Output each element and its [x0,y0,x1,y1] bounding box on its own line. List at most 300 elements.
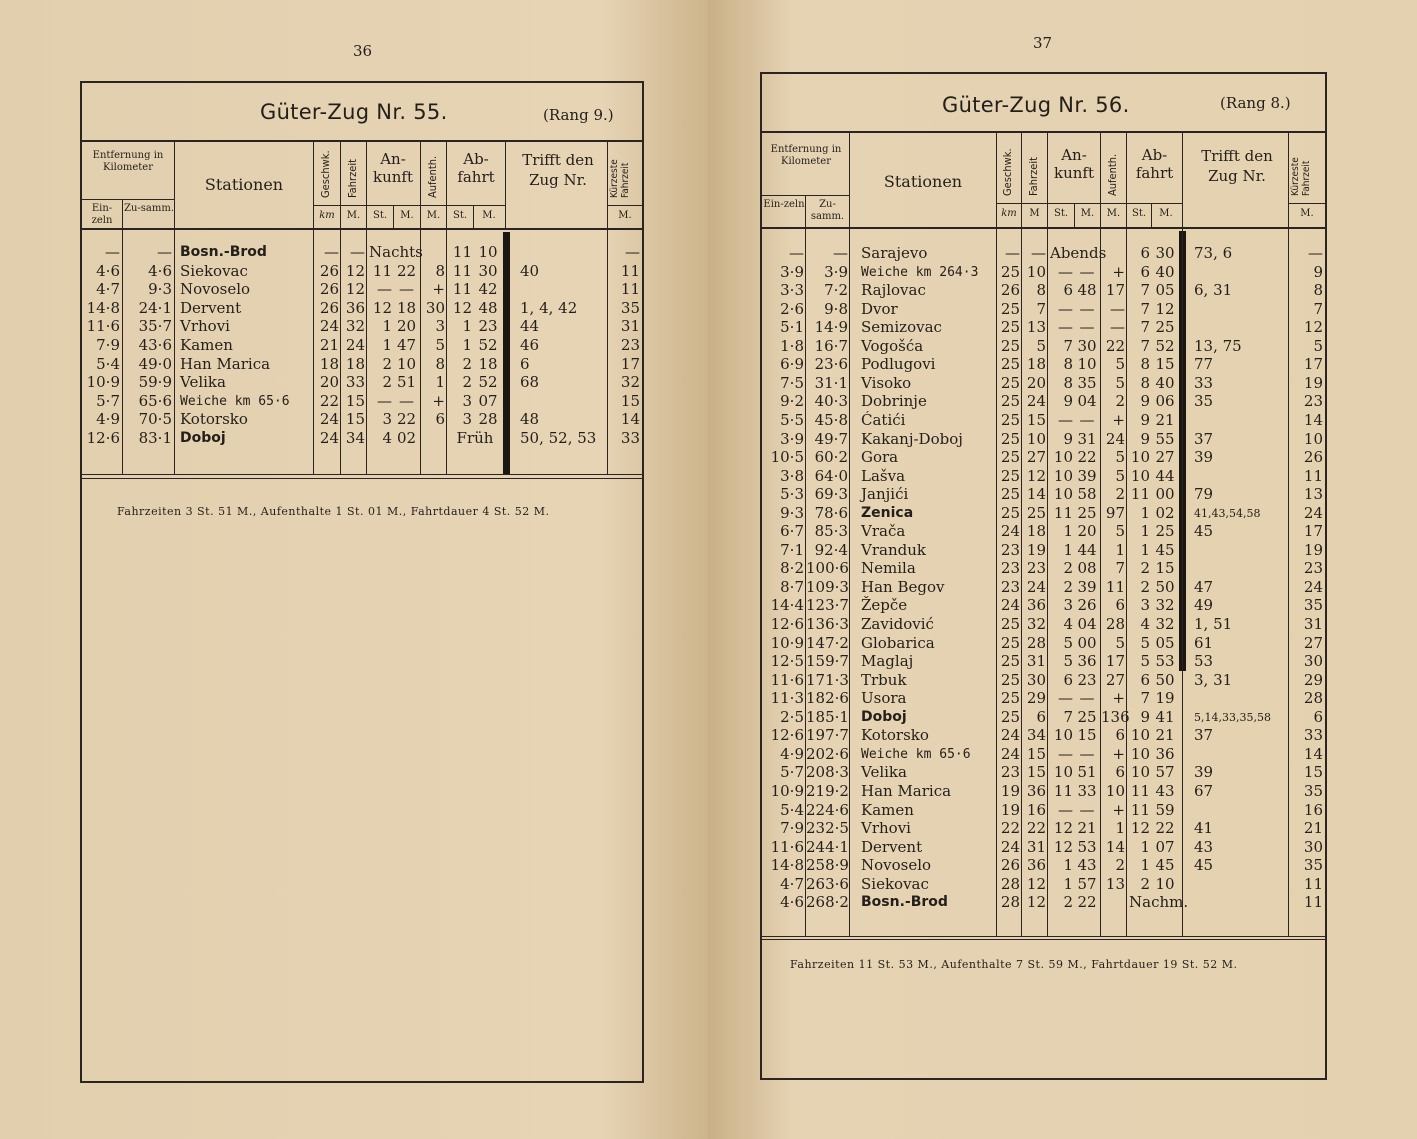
rule [762,939,1325,940]
cell-fahrzeit: 18 [1026,355,1046,374]
cell-abfahrt-m: 25 [1155,522,1175,541]
header-kuerzeste: Kürzeste Fahrzeit [1290,157,1312,196]
cell-zusammen: 23·6 [814,355,848,374]
table-row [0,299,708,318]
cell-abfahrt-m: 25 [1155,318,1175,337]
unit-m: M. [1300,208,1314,219]
cell-zusammen: 109·3 [806,577,849,596]
cell-abfahrt-m: 32 [1155,615,1175,633]
cell-einzeln: 11·6 [770,837,804,856]
cell-aufenthalt: 7 [1115,559,1125,578]
cell-trifft: 33 [1194,373,1214,392]
cell-geschwk: 25 [1000,485,1020,504]
cell-aufenthalt: 5 [1115,373,1125,392]
table-row [708,801,1417,820]
cell-geschwk: 23 [1000,559,1020,578]
cell-kuerzeste: 11 [1303,874,1323,893]
cell-ankunft-st: 1 [1063,522,1073,541]
unit-m: M. [482,210,496,221]
cell-abfahrt-m: 07 [478,391,498,410]
cell-fahrzeit: 29 [1026,689,1046,708]
header-abfahrt: Ab-fahrt [457,150,495,186]
cell-kuerzeste: 27 [1303,633,1323,652]
cell-ankunft-st: 2 [382,373,392,392]
cell-station: Weiche km 65·6 [180,393,290,409]
cell-station: Velika [861,763,907,782]
page-number: 36 [353,42,373,60]
table-row [708,281,1417,300]
cell-ankunft-m: 20 [1077,522,1097,541]
cell-aufenthalt: 8 [435,261,445,280]
cell-aufenthalt: 14 [1105,837,1125,856]
cell-geschwk: 18 [319,354,339,373]
table-row [708,541,1417,560]
cell-aufenthalt: + [1112,689,1125,708]
cell-einzeln: 5·3 [780,485,804,504]
unit-m: M. [1106,208,1121,219]
cell-ankunft-m: 48 [1077,281,1097,300]
rule [82,140,642,142]
cell-ankunft-st: — [1058,800,1073,819]
cell-trifft: 49 [1194,596,1214,615]
cell-kuerzeste: 23 [1303,392,1323,411]
cell-geschwk: 25 [1000,670,1020,689]
cell-zusammen: 7·2 [824,281,848,300]
cell-geschwk: 25 [1000,466,1020,485]
cell-aufenthalt: — [1110,318,1125,337]
rule [762,131,1325,133]
cell-trifft: 1, 51 [1194,615,1233,633]
cell-einzeln: 8·2 [780,559,804,578]
cell-ankunft-st: 1 [1063,540,1073,559]
rule [313,205,505,206]
cell-zusammen: 69·3 [814,485,848,504]
cell-kuerzeste: 9 [1313,262,1323,281]
cell-fahrzeit: 12 [345,280,365,299]
cell-trifft: 13, 75 [1194,336,1242,355]
cell-abfahrt-m: 57 [1155,763,1175,782]
cell-kuerzeste: 16 [1303,800,1323,819]
cell-ankunft-m: — [1079,410,1095,429]
cell-ankunft-m: 04 [1077,392,1097,411]
cell-aufenthalt: 30 [425,298,445,317]
header-zusammen: Zu-samm. [810,199,845,222]
cell-ankunft-st: 10 [1053,448,1073,467]
cell-abfahrt-st: 2 [462,354,472,373]
cell-einzeln: 14·4 [770,596,804,615]
cell-einzeln: 4·7 [96,280,120,299]
cell-fahrzeit: 18 [1026,522,1046,541]
header-einzeln: Ein-zeln [763,199,805,210]
table-row [708,430,1417,449]
cell-station: Kakanj-Doboj [861,429,963,448]
cell-abfahrt-st: 9 [1140,429,1150,448]
cell-einzeln: 3·9 [780,429,804,448]
cell-station: Han Begov [861,577,945,596]
cell-station: Dvor [861,299,898,318]
cell-abfahrt-st: 7 [1140,299,1150,318]
cell-zusammen: 208·3 [806,763,849,782]
cell-zusammen: 35·7 [138,317,172,336]
cell-fahrzeit: 31 [1026,837,1046,856]
cell-abfahrt-m: 18 [478,354,498,373]
cell-fahrzeit: 12 [345,261,365,280]
cell-abfahrt-m: 42 [478,280,498,299]
cell-station: Weiche km 65·6 [861,746,971,762]
cell-trifft: 6, 31 [1194,281,1233,300]
header-abfahrt: Ab-fahrt [1135,146,1174,182]
cell-ankunft-m: — [399,280,414,299]
cell-kuerzeste: 14 [1303,410,1323,429]
cell-ankunft-st: — [1058,744,1073,763]
cell-zusammen: 64·0 [814,466,848,485]
cell-trifft: 61 [1194,633,1214,652]
cell-aufenthalt: 17 [1105,652,1125,671]
table-row [708,615,1417,634]
cell-ankunft-m: 25 [1077,503,1097,522]
cell-abfahrt-m: 44 [1155,466,1175,485]
cell-zusammen: 43·6 [138,336,172,354]
cell-trifft: 6 [520,354,530,373]
cell-fahrzeit: 10 [1026,429,1046,448]
unit-m: M. [1080,208,1095,219]
unit-m: M. [1159,208,1173,219]
cell-aufenthalt: 13 [1105,874,1125,893]
train-title: Güter-Zug Nr. 55. [260,100,448,124]
cell-trifft: 1, 4, 42 [520,298,578,317]
header-aufenth: Aufenth. [426,155,439,198]
table-row [708,244,1417,263]
cell-station: Žepče [861,596,908,615]
cell-kuerzeste: 19 [1303,373,1323,392]
cell-geschwk: 25 [1000,336,1020,355]
cell-aufenthalt: 6 [1115,726,1125,745]
cell-aufenthalt: + [1112,410,1125,429]
cell-station: Nemila [861,559,916,578]
rule [82,474,642,475]
cell-geschwk: 24 [1000,596,1020,615]
cell-einzeln: 9·3 [780,503,804,522]
cell-kuerzeste: 28 [1303,689,1323,708]
page-number: 37 [1033,34,1053,52]
cell-abfahrt-m: 15 [1155,355,1175,374]
cell-abfahrt-st: 2 [462,373,472,392]
cell-kuerzeste: 8 [1313,281,1323,300]
cell-ankunft-m: 31 [1077,429,1097,448]
cell-aufenthalt: 24 [1105,429,1125,448]
cell-einzeln: 14·8 [770,856,804,875]
cell-ankunft-m: 53 [1077,837,1097,856]
cell-station: Kamen [861,800,914,819]
cell-abfahrt-st: 5 [1140,633,1150,652]
cell-trifft: 5,14,33,35,58 [1194,710,1271,724]
cell-fahrzeit: 16 [1026,800,1046,819]
cell-aufenthalt: 27 [1105,670,1125,689]
cell-zusammen: 83·1 [138,429,172,447]
cell-ankunft-m: — [1079,744,1095,763]
cell-abfahrt-st: 11 [1130,800,1150,819]
cell-fahrzeit: 24 [345,336,365,354]
cell-abfahrt-m: 32 [1155,596,1175,615]
cell-geschwk: 25 [1000,410,1020,429]
cell-abfahrt-st: 11 [452,243,472,261]
cell-fahrzeit: 23 [1026,559,1046,578]
cell-kuerzeste: 17 [620,354,640,373]
cell-fahrzeit: 10 [1026,262,1046,281]
cell-zusammen: 136·3 [806,615,849,633]
cell-abfahrt-st: 10 [1130,466,1150,485]
cell-geschwk: 26 [319,280,339,299]
cell-kuerzeste: 33 [620,429,640,447]
cell-einzeln: 5·7 [96,391,120,410]
cell-abfahrt-st: Nachm. [1129,893,1189,912]
right-page [708,0,1417,1139]
cell-einzeln: 12·5 [770,652,804,671]
cell-station: Podlugovi [861,355,936,374]
cell-zusammen: 78·6 [814,503,848,522]
cell-kuerzeste: 14 [1303,744,1323,763]
cell-ankunft-m: 30 [1077,336,1097,355]
cell-fahrzeit: 31 [1026,652,1046,671]
timetable-frame [80,81,644,1083]
cell-ankunft-st: 2 [382,354,392,373]
cell-kuerzeste: 12 [1303,318,1323,337]
cell-zusammen: 14·9 [814,318,848,337]
cell-abfahrt-m: 23 [478,317,498,336]
header-entfernung: Entfernung in Kilometer [92,150,164,173]
cell-ankunft-m: 22 [396,410,417,429]
cell-ankunft-m: 51 [396,373,417,392]
cell-abfahrt-st: 6 [1140,244,1150,262]
cell-fahrzeit: 15 [1026,410,1046,429]
cell-abfahrt-m: 40 [1155,373,1175,392]
table-row [708,504,1417,523]
cell-ankunft-m: 18 [396,298,417,317]
table-row [708,337,1417,356]
cell-ankunft-st: Nachts [369,243,423,261]
cell-einzeln: 3·9 [780,262,804,281]
cell-aufenthalt: 8 [435,354,445,373]
cell-einzeln: 5·7 [780,763,804,782]
cell-abfahrt-st: 7 [1140,336,1150,355]
cell-abfahrt-m: 41 [1155,707,1175,726]
unit-m: M. [400,210,414,221]
cell-geschwk: 25 [1000,707,1020,726]
cell-trifft: 3, 31 [1194,670,1233,689]
cell-geschwk: 22 [1000,819,1020,838]
table-row [708,745,1417,764]
header-stationen: Stationen [883,172,963,191]
cell-abfahrt-m: 59 [1155,800,1175,819]
table-row [0,280,708,299]
cell-abfahrt-m: 30 [1155,244,1175,262]
table-row [708,893,1417,912]
cell-station: Bosn.-Brod [180,244,267,260]
cell-aufenthalt: + [1112,800,1125,819]
cell-aufenthalt: — [1110,299,1125,318]
cell-ankunft-m: 47 [396,336,417,354]
cell-einzeln: 5·4 [96,354,120,373]
cell-ankunft-st: 12 [1053,819,1073,838]
cell-ankunft-st: 5 [1063,652,1073,671]
cell-geschwk: 26 [1000,856,1020,875]
cell-station: Usora [861,689,907,708]
cell-geschwk: 25 [1000,689,1020,708]
header-entfernung: Entfernung in Kilometer [770,144,842,167]
cell-kuerzeste: 17 [1303,522,1323,541]
cell-einzeln: — [789,244,804,262]
cell-kuerzeste: 30 [1303,837,1323,856]
cell-zusammen: 123·7 [806,596,849,615]
cell-aufenthalt: 6 [1115,763,1125,782]
cell-trifft: 45 [1194,856,1214,875]
cell-geschwk: 25 [1000,355,1020,374]
cell-ankunft-st: 12 [372,298,392,317]
cell-fahrzeit: 8 [1036,281,1046,300]
cell-station: Han Marica [180,354,271,373]
table-row [708,726,1417,745]
cell-fahrzeit: — [350,243,365,261]
cell-abfahrt-st: 7 [1140,689,1150,708]
cell-zusammen: 3·9 [824,262,848,281]
cell-trifft: 67 [1194,781,1214,800]
cell-abfahrt-m: 55 [1155,429,1175,448]
cell-abfahrt-st: 9 [1140,410,1150,429]
cell-abfahrt-st: 3 [1140,596,1150,615]
cell-ankunft-m: 22 [1077,448,1097,467]
unit-st: St. [1053,208,1069,219]
cell-aufenthalt: 11 [1105,577,1125,596]
cell-ankunft-m: 02 [396,429,417,447]
train-rang: (Rang 9.) [543,106,614,124]
cell-trifft: 39 [1194,448,1214,467]
cell-station: Kamen [180,336,233,354]
cell-kuerzeste: 5 [1313,336,1323,355]
cell-station: Velika [180,373,226,392]
cell-geschwk: 25 [1000,448,1020,467]
cell-ankunft-st: 8 [1063,373,1073,392]
cell-einzeln: — [105,243,120,261]
cell-fahrzeit: 14 [1026,485,1046,504]
header-ankunft: An-kunft [373,150,413,186]
table-row [708,596,1417,615]
cell-abfahrt-st: 9 [1140,707,1150,726]
cell-station: Lašva [861,466,906,485]
cell-abfahrt-st: 4 [1140,615,1150,633]
table-row [708,763,1417,782]
cell-ankunft-m: 25 [1077,707,1097,726]
cell-abfahrt-m: 28 [478,410,498,429]
table-row [708,689,1417,708]
cell-geschwk: 24 [1000,744,1020,763]
cell-kuerzeste: 23 [620,336,640,354]
header-trifft: Trifft den Zug Nr. [522,151,594,190]
cell-fahrzeit: 36 [345,298,365,317]
cell-abfahrt-st: 8 [1140,373,1150,392]
cell-abfahrt-m: 52 [1155,336,1175,355]
cell-geschwk: 26 [319,261,339,280]
cell-kuerzeste: 15 [1303,763,1323,782]
cell-aufenthalt: 22 [1105,336,1125,355]
cell-geschwk: 24 [319,410,339,429]
cell-fahrzeit: 12 [1026,893,1046,912]
rule [762,227,1325,229]
cell-ankunft-m: — [1079,800,1095,819]
cell-kuerzeste: 10 [1303,429,1323,448]
cell-zusammen: 224·6 [806,800,849,819]
cell-einzeln: 12·6 [770,726,804,745]
cell-einzeln: 4·6 [96,261,120,280]
cell-trifft: 79 [1194,485,1214,504]
cell-zusammen: 16·7 [814,336,848,355]
cell-zusammen: — [833,244,848,262]
cell-einzeln: 2·5 [780,707,804,726]
cell-ankunft-m: 21 [1077,819,1097,838]
cell-kuerzeste: 23 [1303,559,1323,578]
cell-einzeln: 11·6 [770,670,804,689]
cell-geschwk: 24 [1000,726,1020,745]
cell-ankunft-st: 4 [382,429,392,447]
cell-ankunft-m: 39 [1077,466,1097,485]
cell-fahrzeit: 15 [345,391,365,410]
cell-einzeln: 7·1 [780,540,804,559]
cell-zusammen: 24·1 [138,298,172,317]
cell-kuerzeste: — [1308,244,1323,262]
cell-ankunft-st: 9 [1063,429,1073,448]
cell-station: Zavidović [861,615,934,633]
table-row [708,467,1417,486]
cell-ankunft-st: 1 [382,317,392,336]
cell-geschwk: 25 [1000,652,1020,671]
rule [996,203,1182,204]
cell-geschwk: 25 [1000,633,1020,652]
cell-abfahrt-st: 11 [452,261,472,280]
cell-einzeln: 10·9 [86,373,120,392]
table-row [0,243,708,262]
cell-abfahrt-st: 5 [1140,652,1150,671]
cell-trifft: 73, 6 [1194,244,1233,262]
cell-ankunft-st: 2 [1063,577,1073,596]
cell-aufenthalt: 1 [1115,540,1125,559]
cell-fahrzeit: 20 [1026,373,1046,392]
cell-einzeln: 7·9 [780,819,804,838]
cell-abfahrt-m: 05 [1155,281,1175,300]
table-row [708,485,1417,504]
cell-abfahrt-m: 00 [1155,485,1175,504]
cell-abfahrt-m: 27 [1155,448,1175,467]
cell-einzeln: 2·6 [780,299,804,318]
cell-ankunft-m: 36 [1077,652,1097,671]
table-row [708,522,1417,541]
table-row [0,429,708,448]
cell-trifft: 43 [1194,837,1214,856]
cell-ankunft-st: — [1058,318,1073,337]
cell-abfahrt-st: 9 [1140,392,1150,411]
header-stationen: Stationen [204,175,284,194]
left-page [0,0,708,1139]
cell-aufenthalt: 1 [1115,819,1125,838]
cell-abfahrt-st: 10 [1130,763,1150,782]
cell-trifft: 40 [520,261,540,280]
cell-abfahrt-m: 53 [1155,652,1175,671]
cell-zusammen: 182·6 [806,689,849,708]
cell-ankunft-st: 6 [1063,281,1073,300]
rule [82,228,642,230]
cell-einzeln: 9·2 [780,392,804,411]
cell-kuerzeste: 6 [1313,707,1323,726]
cell-ankunft-m: 22 [1077,893,1097,912]
cell-ankunft-st: 10 [1053,466,1073,485]
